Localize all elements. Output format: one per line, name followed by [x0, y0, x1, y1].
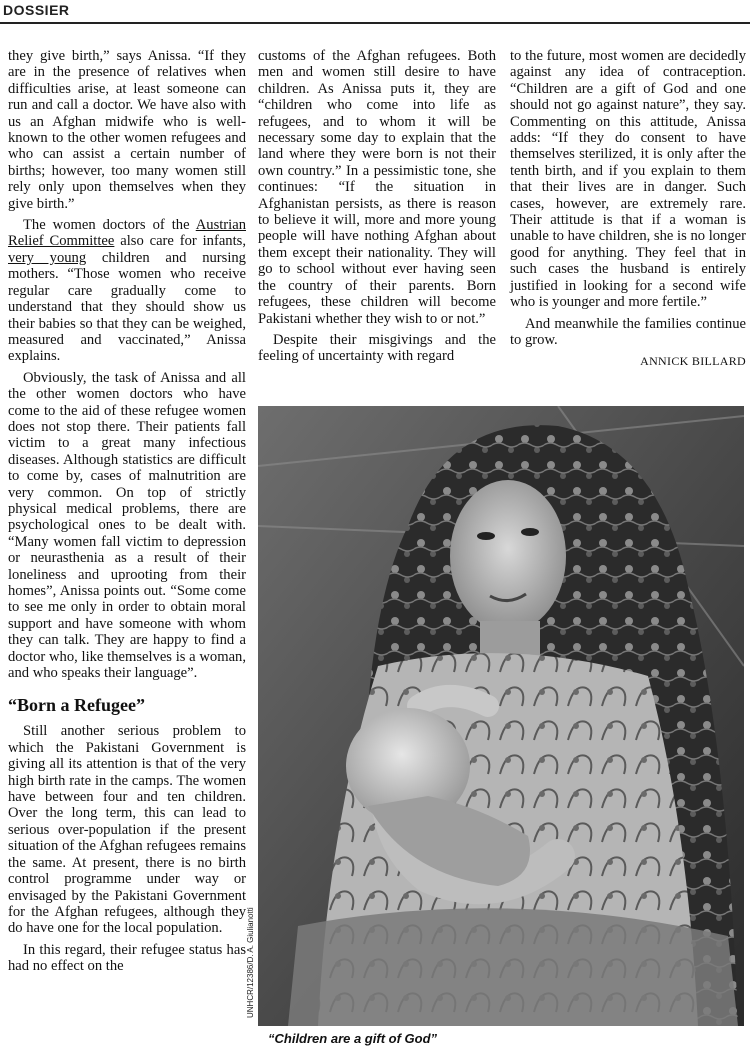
underlined-text: very young — [8, 249, 87, 266]
text-run: children and nursing mothers. “Those women who receive regular care gradually come to understand that they should show us their babies so that they can be weighed, measured and vaccinated,” Anissa explains. — [8, 249, 246, 365]
paragraph: they give birth,” says Anissa. “If they are in the presence of relatives when difficulties arise, at least someone can run and call a doctor. We have also with us an Afghan midwife who is well-known to the other women refugees and who can assist a certain number of births; however, too many women still rely only upon themselves when they give birth.” — [8, 48, 246, 212]
photo-mother-nursing-infant — [258, 406, 744, 1026]
section-label: DOSSIER — [3, 2, 70, 18]
article-column-3 — [510, 48, 746, 370]
paragraph: Despite their misgivings and the feeling of uncertainty with regard — [258, 331, 496, 365]
photo-illustration — [258, 406, 744, 1026]
paragraph: to the future, most women are decidedly against any idea of contraception. “Children are a gift of God and one should not go against nature”, they say. Commenting on this attitude, Anissa adds: “If they do consent to have themselves sterilized, it is only after the tenth birth, and if you explain to them that their lives are in danger. Such cases, however, are extremely rare. Their attitude is that if a woman is unable to have children, she is no longer good for anything. They feel that in such cases the husband is entirely justified in looking for a second wife who is younger and more fertile.” — [510, 48, 746, 311]
text-run: also care for infants, — [114, 233, 246, 250]
subheading: “Born a Refugee” — [8, 695, 145, 716]
photo-credit: UNHCR/12386/D. A. Giulianotti — [246, 907, 255, 1018]
paragraph: Still another serious problem to which the Pakistani Government is giving all its attention is that of the very high birth rate in the camps. The women have between four and ten children. Over the long term, this can lead to serious over-population if the present situation of the Afghan refugees remains the same. At present, there is no birth control programme under way or envisaged by the Pakistani Government for the Afghan refugees, although they do have one for the local population. — [8, 723, 246, 937]
paragraph: customs of the Afghan refugees. Both men and women still desire to have children. As Anissa puts it, they are “children who come into life as refugees, and to whom it will be necessary some day to explain that the land where they were born is not their own country.” In a pessimistic tone, she continues: “If the situation in Afghanistan persists, as there is reason to believe it will, more and more young people will have nothing Afghan about them except their nationality. They will go to school without ever having seen the country of their parents. Born refugees, these children will become Pakistani whether they wish to or not.” — [258, 48, 496, 327]
organization-name: Austrian Relief Committee — [8, 217, 246, 250]
author-signature: ANNICK BILLARD — [640, 354, 746, 369]
paragraph: And meanwhile the families continue to grow. — [510, 315, 746, 348]
paragraph: In this regard, their refugee status has had no effect on the — [8, 941, 246, 975]
text-run: The women doctors of the — [23, 217, 196, 234]
paragraph: Obviously, the task of Anissa and all the other women doctors who have come to the aid of these refugee women does not stop there. Their patients fall victim to a great many infectious diseases. Although statistics are difficult to come by, cases of malnutrition are very common. On top of strictly physical medical problems, there are psychological ones to be dealt with. “Many women fall victim to depression or neurasthenia as a result of their loneliness and uprooting from their homes”, Anissa points out. “Some come to see me only in order to obtain moral support and have someone with whom they can talk. They are happy to find a doctor who, like themselves is a woman, and who speaks their language”. — [8, 369, 246, 682]
article-column-2 — [258, 48, 496, 370]
paragraph — [8, 217, 246, 365]
header-rule — [0, 22, 750, 24]
article-column-1 — [8, 48, 246, 980]
photo-caption: “Children are a gift of God” — [268, 1031, 438, 1046]
